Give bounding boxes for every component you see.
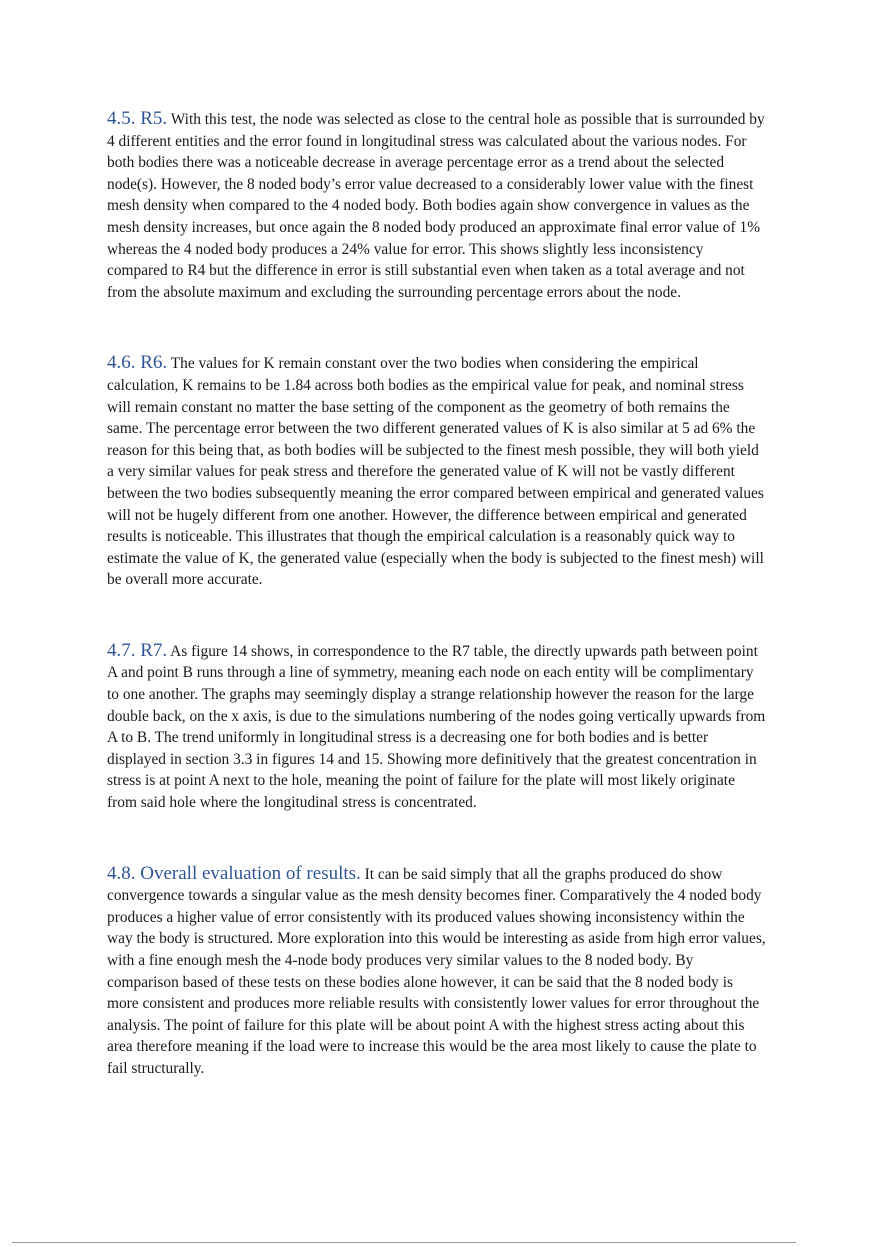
section-heading: 4.5. R5. bbox=[107, 108, 168, 129]
document-page bbox=[107, 108, 767, 1080]
footer-divider bbox=[12, 1242, 796, 1243]
section-heading: 4.6. R6. bbox=[107, 352, 168, 374]
section-4-7 bbox=[107, 640, 767, 814]
section-body: The values for K remain constant over the two bodies when considering the empirical calculation, K remains to be 1.84 across both bodies as the empirical value for peak, and nominal stress will remain constant no matter the base setting of the component as the geometry of both remains the same. The percentage error between the two different generated values of K is also similar at 5 ad 6% the reason for this being that, as both bodies will be subjected to the finest mesh possible, they will both yield a very similar values for peak stress and therefore the generated value of K will not be vastly different between the two bodies subsequently meaning the error compared between empirical and generated values will not be hugely different from one another. However, the difference between empirical and generated results is noticeable. This illustrates that though the empirical calculation is a reasonably quick way to estimate the value of K, the generated value (especially when the body is subjected to the finest mesh) will be overall more accurate. bbox=[107, 355, 764, 589]
section-body: As figure 14 shows, in correspondence to the R7 table, the directly upwards path between point A and point B runs through a line of symmetry, meaning each node on each entity will be complimentary to one another. The graphs may seemingly display a strange relationship however the reason for the large double back, on the x axis, is due to the simulations numbering of the nodes going vertically upwards from A to B. The trend uniformly in longitudinal stress is a decreasing one for both bodies and is better displayed in section 3.3 in figures 14 and 15. Showing more definitively that the greatest concentration in stress is at point A next to the hole, meaning the point of failure for the plate will most likely originate from said hole where the longitudinal stress is concentrated. bbox=[107, 642, 766, 812]
section-body: With this test, the node was selected as close to the central hole as possible that is surrounded by 4 different entities and the error found in longitudinal stress was calculated about the various nodes. For both bodies there was a noticeable decrease in average percentage error as a trend about the selected node(s). However, the 8 noded body’s error value decreased to a considerably lower value with the finest mesh density when compared to the 4 noded body. Both bodies again show convergence in values as the mesh density increases, but once again the 8 noded body produced an approximate final error value of 1% whereas the 4 noded body produces a 24% value for error. This shows slightly less inconsistency compared to R4 but the difference in error is still substantial even when taken as a total average and not from the absolute maximum and excluding the surrounding percentage errors about the node. bbox=[107, 111, 765, 301]
section-4-6 bbox=[107, 352, 767, 591]
section-heading: 4.8. Overall evaluation of results. bbox=[107, 862, 361, 884]
section-body: It can be said simply that all the graphs produced do show convergence towards a singular value as the mesh density becomes finer. Comparatively the 4 noded body produces a higher value of error consistently with its produced values showing inconsistency within the way the body is structured. More exploration into this would be interesting as aside from high error values, with a fine enough mesh the 4-node body produces very similar values to the 8 noded body. By comparison based of these tests on these bodies alone however, it can be said that the 8 noded body is more consistent and produces more reliable results with consistently lower values for error throughout the analysis. The point of failure for this plate will be about point A with the highest stress acting about this area therefore meaning if the load were to increase this would be the area most likely to cause the plate to fail structurally. bbox=[107, 865, 766, 1077]
section-4-5 bbox=[107, 108, 767, 303]
section-heading: 4.7. R7. bbox=[107, 639, 168, 661]
section-4-8 bbox=[107, 863, 767, 1080]
